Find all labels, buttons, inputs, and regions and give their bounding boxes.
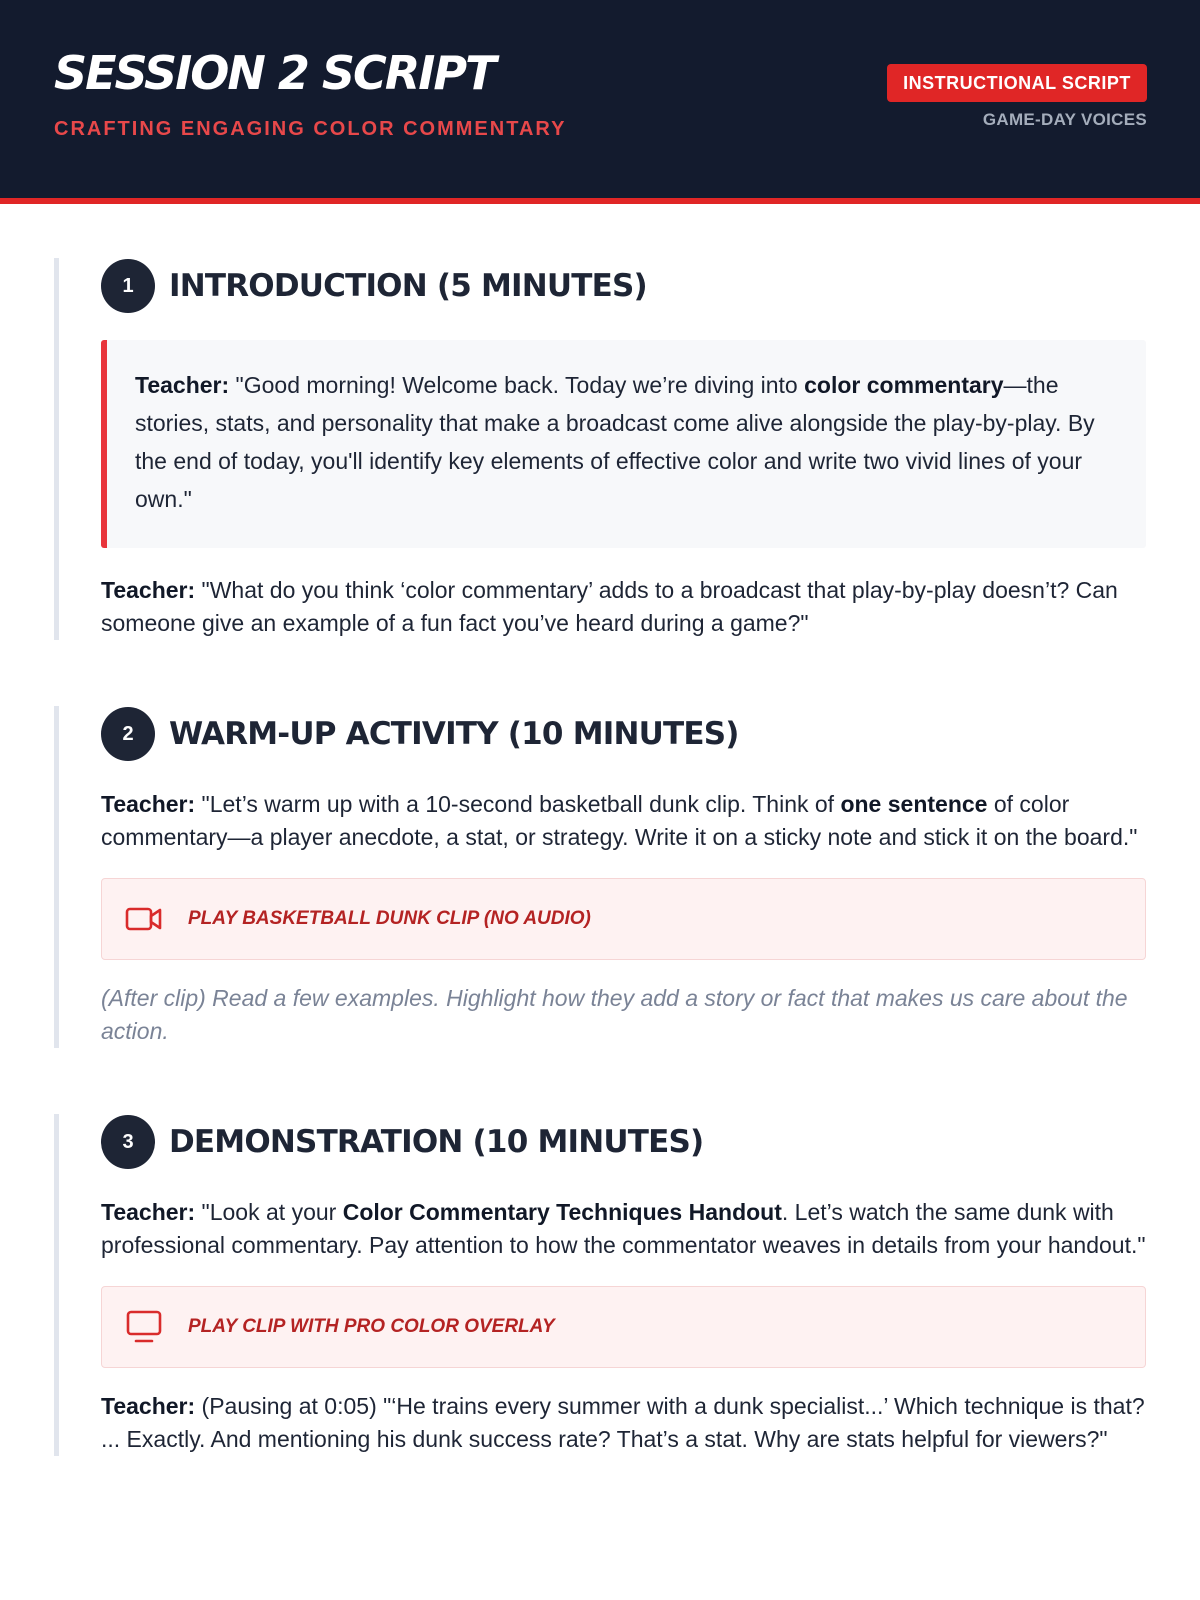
teacher-line [135, 366, 1110, 518]
section-number-badge: 1 [101, 259, 155, 313]
section-introduction [54, 258, 1146, 640]
speaker-label: Teacher: [101, 577, 196, 603]
page-title: SESSION 2 SCRIPT [54, 46, 495, 100]
section-demonstration [54, 1114, 1146, 1456]
speaker-label: Teacher: [135, 372, 230, 398]
section-title: DEMONSTRATION (10 MINUTES) [169, 1124, 704, 1160]
teacher-line [101, 1196, 1146, 1262]
media-cue [101, 1286, 1146, 1368]
section-title: WARM-UP ACTIVITY (10 MINUTES) [169, 716, 739, 752]
page-header [0, 0, 1200, 204]
speaker-label: Teacher: [101, 1393, 196, 1419]
video-camera-icon [124, 904, 164, 934]
cue-text: PLAY BASKETBALL DUNK CLIP (NO AUDIO) [188, 908, 591, 929]
speaker-label: Teacher: [101, 1199, 196, 1225]
script-content [0, 258, 1200, 1456]
line-text: "Good morning! Welcome back. Today we’re diving into [229, 372, 805, 398]
section-header [101, 258, 1146, 314]
line-text: "What do you think ‘color commentary’ adds to a broadcast that play-by-play doesn’t? Can someone give an example of a fun fact you’ve heard during a game?" [101, 577, 1118, 636]
teacher-line [101, 1390, 1146, 1456]
section-number-badge: 3 [101, 1115, 155, 1169]
section-warm-up [54, 706, 1146, 1048]
line-text: "Look at your [195, 1199, 343, 1225]
emphasis-text: one sentence [840, 791, 988, 817]
emphasis-text: Color Commentary Techniques Handout [342, 1199, 782, 1225]
line-text: of color commentary—a player anecdote, a stat, or strategy. Write it on a sticky note and stick it on the board." [101, 791, 1138, 850]
line-text: —the stories, stats, and personality that make a broadcast come alive alongside the play-by-play. By the end of today, you'll identify key elements of effective color and write two vivid lines of your own." [135, 372, 1095, 512]
section-header [101, 706, 1146, 762]
brand-label: GAME-DAY VOICES [982, 110, 1147, 129]
line-text: "Let’s warm up with a 10-second basketball dunk clip. Think of [195, 791, 841, 817]
monitor-icon [124, 1312, 164, 1342]
line-text: . Let’s watch the same dunk with professional commentary. Pay attention to how the commentator weaves in details from your handout." [101, 1199, 1146, 1258]
section-number-badge: 2 [101, 707, 155, 761]
teacher-line [101, 574, 1146, 640]
stage-direction-note: (After clip) Read a few examples. Highlight how they add a story or fact that makes us care about the action. [101, 985, 1128, 1044]
speaker-label: Teacher: [101, 791, 196, 817]
page-subtitle: CRAFTING ENGAGING COLOR COMMENTARY [54, 118, 567, 140]
line-text: (Pausing at 0:05) "‘He trains every summer with a dunk specialist...’ Which technique is that? ... Exactly. And mentioning his dunk success rate? That’s a stat. Why are stats helpful for viewers?" [101, 1393, 1145, 1452]
teacher-line [101, 788, 1146, 854]
emphasis-text: color commentary [804, 372, 1004, 398]
media-cue [101, 878, 1146, 960]
section-title: INTRODUCTION (5 MINUTES) [169, 268, 647, 304]
script-type-badge: INSTRUCTIONAL SCRIPT [887, 64, 1147, 102]
cue-text: PLAY CLIP WITH PRO COLOR OVERLAY [188, 1316, 555, 1337]
section-header [101, 1114, 1146, 1170]
teacher-quote-callout [101, 340, 1146, 548]
